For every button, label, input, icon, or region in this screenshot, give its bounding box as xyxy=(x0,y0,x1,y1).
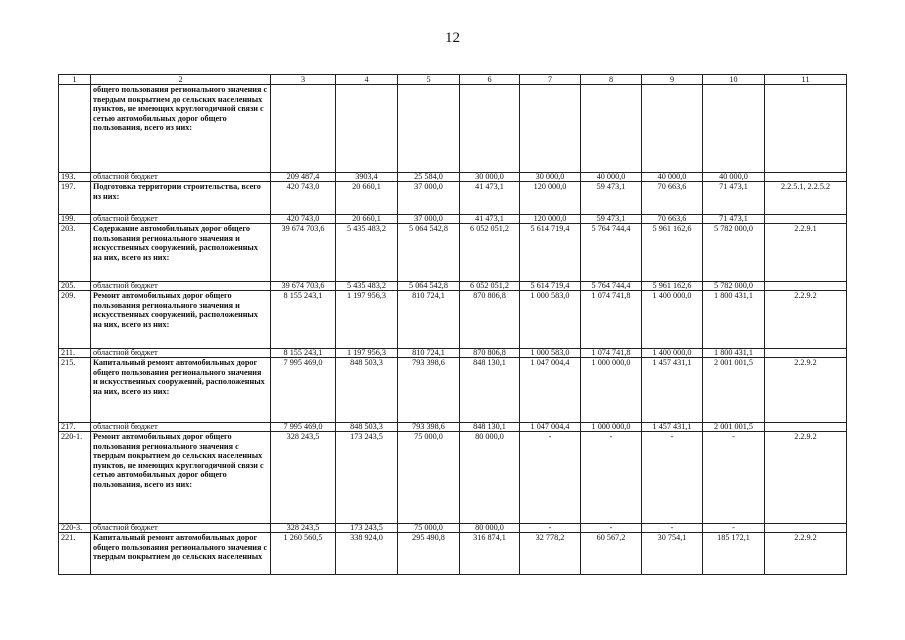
value-cell: 37 000,0 xyxy=(398,182,460,215)
value-cell: 5 435 483,2 xyxy=(336,282,398,291)
value-cell: - xyxy=(642,524,703,533)
value-cell: 60 567,2 xyxy=(581,533,642,575)
row-name-cell: Ремонт автомобильных дорог общего пользования регионального значения и искусственных сооружений, расположенных на них, всего из них: xyxy=(91,291,271,349)
value-cell: 1 047 004,4 xyxy=(520,358,581,423)
row-number-cell: 205. xyxy=(59,282,91,291)
code-cell: 2.2.9.2 xyxy=(765,533,847,575)
row-number-cell: 203. xyxy=(59,224,91,282)
value-cell: 39 674 703,6 xyxy=(271,224,336,282)
value-cell: 810 724,1 xyxy=(398,349,460,358)
value-cell: - xyxy=(520,524,581,533)
value-cell: 173 243,5 xyxy=(336,524,398,533)
column-header: 2 xyxy=(91,75,271,85)
column-header: 4 xyxy=(336,75,398,85)
column-header: 6 xyxy=(460,75,520,85)
value-cell: 20 660,1 xyxy=(336,215,398,224)
value-cell: 328 243,5 xyxy=(271,524,336,533)
value-cell: 5 435 483,2 xyxy=(336,224,398,282)
row-number-cell: 221. xyxy=(59,533,91,575)
code-cell xyxy=(765,85,847,173)
value-cell: 316 874,1 xyxy=(460,533,520,575)
row-name-cell: Капитальный ремонт автомобильных дорог общего пользования регионального значения и искусственных сооружений, расположенных на них, всего из них: xyxy=(91,358,271,423)
table-row xyxy=(59,358,847,423)
value-cell: - xyxy=(642,432,703,524)
value-cell: 5 764 744,4 xyxy=(581,282,642,291)
value-cell: 793 398,6 xyxy=(398,358,460,423)
value-cell: 1 074 741,8 xyxy=(581,291,642,349)
value-cell: 848 503,3 xyxy=(336,358,398,423)
value-cell xyxy=(271,85,336,173)
table-row xyxy=(59,291,847,349)
row-number-cell: 217. xyxy=(59,423,91,432)
value-cell xyxy=(520,85,581,173)
value-cell: 5 064 542,8 xyxy=(398,224,460,282)
table-row xyxy=(59,432,847,524)
column-header: 9 xyxy=(642,75,703,85)
value-cell: 59 473,1 xyxy=(581,182,642,215)
row-name-cell: областной бюджет xyxy=(91,215,271,224)
value-cell: 7 995 469,0 xyxy=(271,423,336,432)
value-cell: 41 473,1 xyxy=(460,215,520,224)
code-cell xyxy=(765,282,847,291)
value-cell: 7 995 469,0 xyxy=(271,358,336,423)
row-number-cell: 220-1. xyxy=(59,432,91,524)
value-cell: - xyxy=(703,432,765,524)
value-cell: 8 155 243,1 xyxy=(271,349,336,358)
value-cell: 870 806,8 xyxy=(460,291,520,349)
table-row xyxy=(59,349,847,358)
value-cell: 39 674 703,6 xyxy=(271,282,336,291)
row-name-cell: областной бюджет xyxy=(91,282,271,291)
code-cell xyxy=(765,215,847,224)
value-cell: 30 000,0 xyxy=(460,173,520,182)
code-cell xyxy=(765,524,847,533)
table-row xyxy=(59,215,847,224)
value-cell: 8 155 243,1 xyxy=(271,291,336,349)
table-row xyxy=(59,282,847,291)
value-cell: 5 064 542,8 xyxy=(398,282,460,291)
column-header: 3 xyxy=(271,75,336,85)
table-body xyxy=(59,75,847,575)
value-cell: - xyxy=(581,524,642,533)
row-number-cell: 193. xyxy=(59,173,91,182)
table-row xyxy=(59,524,847,533)
value-cell: 1 800 431,1 xyxy=(703,349,765,358)
value-cell: 793 398,6 xyxy=(398,423,460,432)
value-cell: 40 000,0 xyxy=(703,173,765,182)
value-cell: 70 663,6 xyxy=(642,182,703,215)
value-cell: 5 961 162,6 xyxy=(642,282,703,291)
value-cell: 59 473,1 xyxy=(581,215,642,224)
code-cell xyxy=(765,423,847,432)
value-cell: 41 473,1 xyxy=(460,182,520,215)
value-cell: 30 000,0 xyxy=(520,173,581,182)
value-cell: 870 806,8 xyxy=(460,349,520,358)
value-cell: 80 000,0 xyxy=(460,432,520,524)
value-cell: 3903,4 xyxy=(336,173,398,182)
row-name-cell: областной бюджет xyxy=(91,423,271,432)
value-cell: 5 614 719,4 xyxy=(520,224,581,282)
value-cell: 328 243,5 xyxy=(271,432,336,524)
column-header: 10 xyxy=(703,75,765,85)
value-cell: 420 743,0 xyxy=(271,215,336,224)
row-number-cell: 215. xyxy=(59,358,91,423)
value-cell: 30 754,1 xyxy=(642,533,703,575)
value-cell xyxy=(460,85,520,173)
value-cell: 338 924,0 xyxy=(336,533,398,575)
value-cell: 420 743,0 xyxy=(271,182,336,215)
row-name-cell: областной бюджет xyxy=(91,173,271,182)
value-cell: 37 000,0 xyxy=(398,215,460,224)
code-cell: 2.2.9.2 xyxy=(765,432,847,524)
value-cell: 1 000 583,0 xyxy=(520,291,581,349)
value-cell: 1 047 004,4 xyxy=(520,423,581,432)
value-cell: 1 800 431,1 xyxy=(703,291,765,349)
code-cell: 2.2.9.2 xyxy=(765,358,847,423)
value-cell: 120 000,0 xyxy=(520,182,581,215)
row-name-cell: Подготовка территории строительства, всего из них: xyxy=(91,182,271,215)
budget-table xyxy=(58,74,847,575)
value-cell: 6 052 051,2 xyxy=(460,224,520,282)
row-number-cell: 211. xyxy=(59,349,91,358)
row-name-cell: Капитальный ремонт автомобильных дорог общего пользования регионального значения с твердым покрытием до сельских населенных xyxy=(91,533,271,575)
value-cell: 2 001 001,5 xyxy=(703,423,765,432)
value-cell: 848 130,1 xyxy=(460,423,520,432)
value-cell: 6 052 051,2 xyxy=(460,282,520,291)
value-cell: 848 130,1 xyxy=(460,358,520,423)
value-cell: 185 172,1 xyxy=(703,533,765,575)
value-cell: 40 000,0 xyxy=(642,173,703,182)
value-cell: 2 001 001,5 xyxy=(703,358,765,423)
value-cell: 70 663,6 xyxy=(642,215,703,224)
code-cell: 2.2.5.1, 2.2.5.2 xyxy=(765,182,847,215)
value-cell: 848 503,3 xyxy=(336,423,398,432)
value-cell: 5 782 000,0 xyxy=(703,224,765,282)
table-row xyxy=(59,85,847,173)
value-cell: - xyxy=(520,432,581,524)
row-name-cell: общего пользования регионального значения с твердым покрытием до сельских населенных пунктов, не имеющих круглогодичной связи с сетью автомобильных дорог общего пользования, всего из них: xyxy=(91,85,271,173)
value-cell: 1 400 000,0 xyxy=(642,349,703,358)
row-number-cell: 209. xyxy=(59,291,91,349)
value-cell: 25 584,0 xyxy=(398,173,460,182)
column-header-row xyxy=(59,75,847,85)
row-number-cell: 199. xyxy=(59,215,91,224)
value-cell: 32 778,2 xyxy=(520,533,581,575)
value-cell xyxy=(581,85,642,173)
value-cell: 1 197 956,3 xyxy=(336,349,398,358)
value-cell: 1 400 000,0 xyxy=(642,291,703,349)
value-cell: 5 764 744,4 xyxy=(581,224,642,282)
value-cell: 75 000,0 xyxy=(398,432,460,524)
column-header: 1 xyxy=(59,75,91,85)
value-cell: 20 660,1 xyxy=(336,182,398,215)
table-row xyxy=(59,182,847,215)
table-row xyxy=(59,173,847,182)
value-cell: 80 000,0 xyxy=(460,524,520,533)
code-cell: 2.2.9.2 xyxy=(765,291,847,349)
value-cell: 5 961 162,6 xyxy=(642,224,703,282)
page-number: 12 xyxy=(445,30,460,46)
table-row xyxy=(59,224,847,282)
column-header: 11 xyxy=(765,75,847,85)
value-cell: 1 000 000,0 xyxy=(581,423,642,432)
value-cell: 71 473,1 xyxy=(703,215,765,224)
row-name-cell: областной бюджет xyxy=(91,349,271,358)
value-cell: 173 243,5 xyxy=(336,432,398,524)
value-cell: 1 197 956,3 xyxy=(336,291,398,349)
value-cell: 1 457 431,1 xyxy=(642,423,703,432)
value-cell: 810 724,1 xyxy=(398,291,460,349)
table-row xyxy=(59,423,847,432)
value-cell: 40 000,0 xyxy=(581,173,642,182)
value-cell: 209 487,4 xyxy=(271,173,336,182)
value-cell xyxy=(336,85,398,173)
value-cell: 5 782 000,0 xyxy=(703,282,765,291)
row-name-cell: Ремонт автомобильных дорог общего пользования регионального значения с твердым покрытием до сельских населенных пунктов, не имеющих круглогодичной связи с сетью автомобильных дорог общего пользования, всего из них: xyxy=(91,432,271,524)
value-cell: 1 000 583,0 xyxy=(520,349,581,358)
code-cell xyxy=(765,349,847,358)
value-cell: 1 074 741,8 xyxy=(581,349,642,358)
value-cell: 75 000,0 xyxy=(398,524,460,533)
value-cell: - xyxy=(581,432,642,524)
value-cell: 5 614 719,4 xyxy=(520,282,581,291)
value-cell: 120 000,0 xyxy=(520,215,581,224)
row-number-cell: 197. xyxy=(59,182,91,215)
value-cell: - xyxy=(703,524,765,533)
row-name-cell: Содержание автомобильных дорог общего пользования регионального значения и искусственных сооружений, расположенных на них, всего из них: xyxy=(91,224,271,282)
column-header: 8 xyxy=(581,75,642,85)
column-header: 5 xyxy=(398,75,460,85)
value-cell: 1 000 000,0 xyxy=(581,358,642,423)
value-cell: 1 260 560,5 xyxy=(271,533,336,575)
value-cell xyxy=(398,85,460,173)
table-row xyxy=(59,533,847,575)
code-cell: 2.2.9.1 xyxy=(765,224,847,282)
row-number-cell xyxy=(59,85,91,173)
code-cell xyxy=(765,173,847,182)
value-cell: 1 457 431,1 xyxy=(642,358,703,423)
value-cell: 295 490,8 xyxy=(398,533,460,575)
column-header: 7 xyxy=(520,75,581,85)
value-cell: 71 473,1 xyxy=(703,182,765,215)
row-number-cell: 220-3. xyxy=(59,524,91,533)
row-name-cell: областной бюджет xyxy=(91,524,271,533)
value-cell xyxy=(642,85,703,173)
value-cell xyxy=(703,85,765,173)
